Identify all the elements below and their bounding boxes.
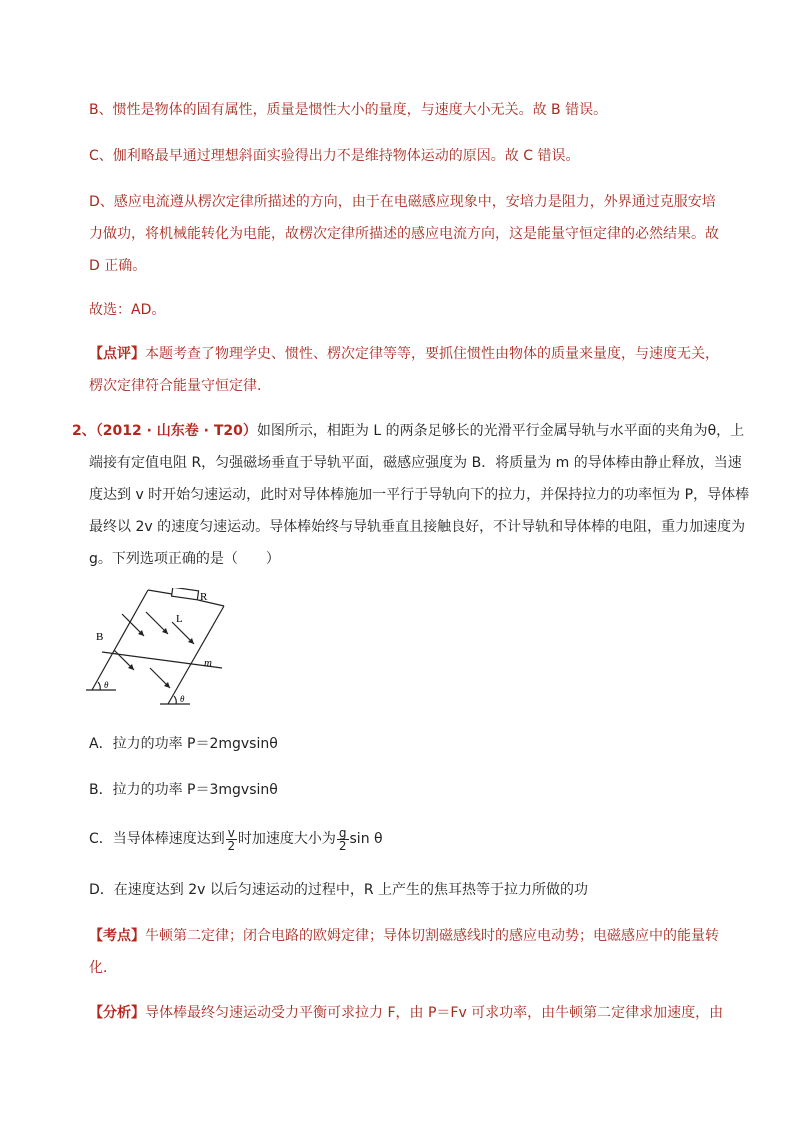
fraction-v-over-2: $\frac{v}{2}$ [227, 825, 236, 853]
answer-c: C、伽利略最早通过理想斜面实验得出力不是维持物体运动的原因。故 C 错误。 [89, 148, 580, 164]
answer-d-line1: D、感应电流遵从楞次定律所描述的方向，由于在电磁感应现象中，安培力是阻力，外界通过克服安培 [89, 194, 716, 210]
comment-line2: 楞次定律符合能量守恒定律． [89, 378, 271, 394]
comment-tag: 【点评】 [89, 346, 145, 362]
question-source: （2012 · 山东卷 · T20） [95, 423, 257, 439]
fraction-g-over-2: $\frac{g}{2}$ [338, 825, 347, 853]
rail-diagram [86, 588, 236, 710]
label-R: R [200, 591, 208, 603]
fenxi-line1 [89, 1003, 723, 1023]
option-a: A．拉力的功率 P＝2mgvsinθ [89, 736, 278, 752]
kaodian-tag: 【考点】 [89, 928, 145, 944]
answer-b: B、惯性是物体的固有属性，质量是惯性大小的量度，与速度大小无关。故 B 错误。 [89, 102, 608, 118]
question-text-1: 如图所示，相距为 L 的两条足够长的光滑平行金属导轨与水平面的夹角为θ，上 [256, 423, 745, 439]
kaodian-text: 牛顿第二定律；闭合电路的欧姆定律；导体切割磁感线时的感应电动势；电磁感应中的能量转 [145, 928, 719, 944]
option-c [89, 826, 383, 852]
fenxi-tag: 【分析】 [89, 1005, 145, 1021]
question-line4: 最终以 2v 的速度匀速运动。导体棒始终与导轨垂直且接触良好，不计导轨和导体棒的电阻，重力加速度为 [89, 519, 746, 535]
question-number: 2、 [72, 423, 96, 439]
fenxi-text: 导体棒最终匀速运动受力平衡可求拉力 F，由 P＝Fv 可求功率，由牛顿第二定律求加速度，由 [145, 1005, 724, 1021]
answer-d-line2: 力做功，将机械能转化为电能，故楞次定律所描述的感应电流方向，这是能量守恒定律的必然结果。故 [89, 226, 719, 242]
label-m: m [204, 657, 212, 669]
option-c-post: sin θ [349, 831, 383, 847]
question-line5: g。下列选项正确的是（ ） [89, 551, 280, 567]
option-d: D．在速度达到 2v 以后匀速运动的过程中，R 上产生的焦耳热等于拉力所做的功 [89, 882, 589, 898]
option-c-pre: C．当导体棒速度达到 [89, 831, 225, 847]
label-theta-left: θ [104, 680, 109, 690]
comment-line1 [89, 344, 719, 364]
label-theta-right: θ [180, 694, 185, 704]
kaodian-line2: 化． [89, 960, 117, 976]
option-b: B．拉力的功率 P＝3mgvsinθ [89, 782, 278, 798]
label-L: L [176, 613, 183, 625]
option-c-mid: 时加速度大小为 [237, 831, 336, 847]
label-B: B [96, 631, 104, 643]
comment-text: 本题考查了物理学史、惯性、楞次定律等等，要抓住惯性由物体的质量来量度，与速度无关， [145, 346, 719, 362]
kaodian-line1 [89, 926, 719, 946]
answer-choice: 故选：AD。 [89, 302, 166, 318]
question-line1 [72, 421, 744, 441]
question-line2: 端接有定值电阻 R，匀强磁场垂直于导轨平面，磁感应强度为 B．将质量为 m 的导体棒由静止释放，当速 [89, 455, 742, 471]
question-line3: 度达到 v 时开始匀速运动，此时对导体棒施加一平行于导轨向下的拉力，并保持拉力的功率恒为 P，导体棒 [89, 487, 750, 503]
answer-d-line3: D 正确。 [89, 258, 147, 274]
